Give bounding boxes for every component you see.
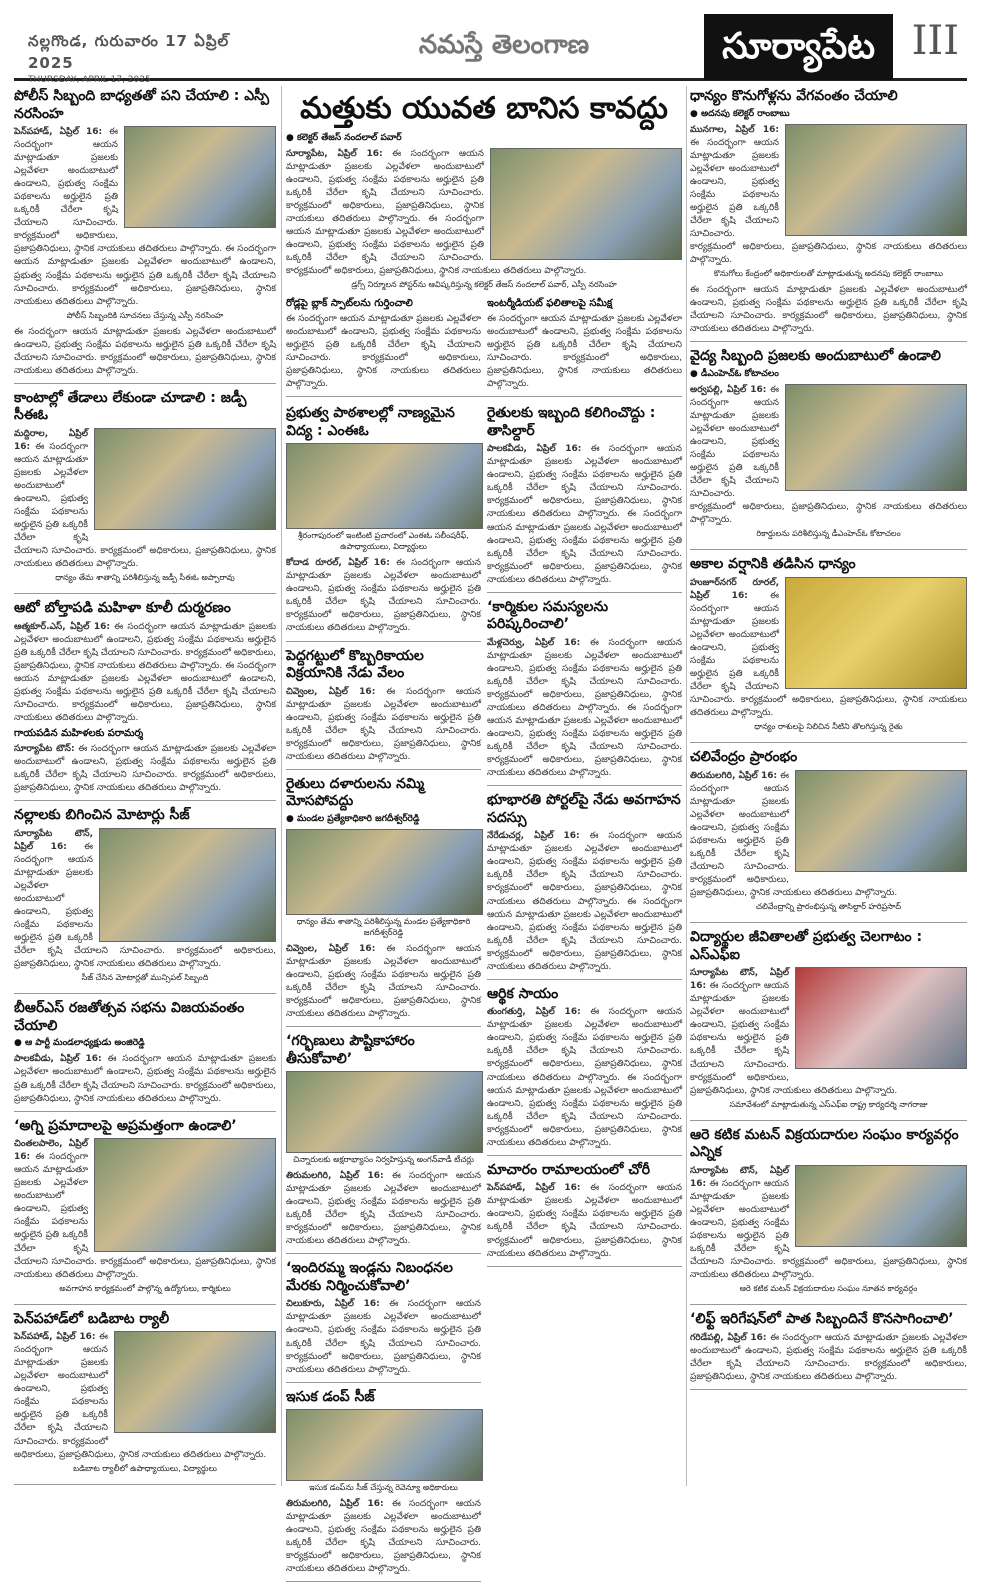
photo-caption: అవగాహన కార్యక్రమంలో పాల్గొన్న ఉద్యోగులు, కార్మికులు xyxy=(59,1283,231,1293)
headline: ధాన్యం కొనుగోళ్లను వేగవంతం చేయాలి xyxy=(690,88,898,104)
story-dateline: కోదాడ రూరల్, ఏప్రిల్ 16: xyxy=(286,558,390,569)
headline: ఆటో బోల్తాపడి మహిళా కూలీ దుర్మరణం xyxy=(14,600,231,617)
story xyxy=(286,648,481,770)
story xyxy=(286,776,481,1027)
story-body: ఈ సందర్భంగా ఆయన మాట్లాడుతూ ప్రజలకు ఎల్లవేళలా అందుబాటులో ఉండాలని, ప్రభుత్వ సంక్షేమ పథకాలను అర్హులైన ప్రతి ఒక్కరికీ చేరేలా కృషి చేయాలని సూచించారు. కార్యక్రమంలో అధికారులు, ప్రజాప్రతినిధులు, స్థానిక నాయకులు తదితరులు పాల్గొన్నారు. xyxy=(14,621,276,671)
news-photo xyxy=(795,1165,967,1247)
story xyxy=(690,1127,967,1305)
story-body: ఈ సందర్భంగా ఆయన మాట్లాడుతూ ప్రజలకు ఎల్లవేళలా అందుబాటులో ఉండాలని, ప్రభుత్వ సంక్షేమ పథకాలను అర్హులైన ప్రతి ఒక్కరికీ చేరేలా కృషి చేయాలని సూచించారు. కార్యక్రమంలో అధికారులు, ప్రజాప్రతినిధులు, స్థానిక నాయకులు తదితరులు పాల్గొన్నారు. xyxy=(286,1171,481,1247)
photo-caption: చిన్నారులకు అక్షరాభ్యాసం నిర్వహిస్తున్న అంగన్‌వాడీ టీచర్లు xyxy=(293,1155,474,1165)
story-body: ఈ సందర్భంగా ఆయన మాట్లాడుతూ ప్రజలకు ఎల్లవేళలా అందుబాటులో ఉండాలని, ప్రభుత్వ సంక్షేమ పథకాలను అర్హులైన ప్రతి ఒక్కరికీ చేరేలా కృషి చేయాలని సూచించారు. కార్యక్రమంలో అధికారులు, ప్రజాప్రతినిధులు, స్థానిక నాయకులు తదితరులు పాల్గొన్నారు. xyxy=(286,686,481,762)
story-body: ఈ సందర్భంగా ఆయన మాట్లాడుతూ ప్రజలకు ఎల్లవేళలా అందుబాటులో ఉండాలని, ప్రభుత్వ సంక్షేమ పథకాలను అర్హులైన ప్రతి ఒక్కరికీ చేరేలా కృషి చేయాలని సూచించారు. కార్యక్రమంలో అధికారులు, ప్రజాప్రతినిధులు, స్థానిక నాయకులు తదితరులు పాల్గొన్నారు. xyxy=(690,285,967,335)
story-body: ఈ సందర్భంగా ఆయన మాట్లాడుతూ ప్రజలకు ఎల్లవేళలా అందుబాటులో ఉండాలని, ప్రభుత్వ సంక్షేమ పథకాలను అర్హులైన ప్రతి ఒక్కరికీ చేరేలా కృషి చేయాలని సూచించారు. కార్యక్రమంలో అధికారులు, ప్రజాప్రతినిధులు, స్థానిక నాయకులు తదితరులు పాల్గొన్నారు. xyxy=(690,384,967,526)
story-body: ఈ సందర్భంగా ఆయన మాట్లాడుతూ ప్రజలకు ఎల్లవేళలా అందుబాటులో ఉండాలని, ప్రభుత్వ సంక్షేమ పథకాలను అర్హులైన ప్రతి ఒక్కరికీ చేరేలా కృషి చేయాలని సూచించారు. కార్యక్రమంలో అధికారులు, ప్రజాప్రతినిధులు, స్థానిక నాయకులు తదితరులు పాల్గొన్నారు. xyxy=(286,148,484,224)
story-body: ఈ సందర్భంగా ఆయన మాట్లాడుతూ ప్రజలకు ఎల్లవేళలా అందుబాటులో ఉండాలని, ప్రభుత్వ సంక్షేమ పథకాలను అర్హులైన ప్రతి ఒక్కరికీ చేరేలా కృషి చేయాలని సూచించారు. కార్యక్రమంలో అధికారులు, ప్రజాప్రతినిధులు, స్థానిక నాయకులు తదితరులు పాల్గొన్నారు. xyxy=(487,509,682,585)
date-english: THURSDAY, APRIL 17, 2025 xyxy=(28,75,151,85)
story-body: ఈ సందర్భంగా ఆయన మాట్లాడుతూ ప్రజలకు ఎల్లవేళలా అందుబాటులో ఉండాలని, ప్రభుత్వ సంక్షేమ పథకాలను అర్హులైన ప్రతి ఒక్కరికీ చేరేలా కృషి చేయాలని సూచించారు. కార్యక్రమంలో అధికారులు, ప్రజాప్రతినిధులు, స్థానిక నాయకులు తదితరులు పాల్గొన్నారు. xyxy=(690,137,967,265)
story-dateline: తిరుమలగిరి, ఏప్రిల్ 16: xyxy=(286,1171,384,1182)
story-body: ఈ సందర్భంగా ఆయన మాట్లాడుతూ ప్రజలకు ఎల్లవేళలా అందుబాటులో ఉండాలని, ప్రభుత్వ సంక్షేమ పథకాలను అర్హులైన ప్రతి ఒక్కరికీ చేరేలా కృషి చేయాలని సూచించారు. కార్యక్రమంలో అధికారులు, ప్రజాప్రతినిధులు, స్థానిక నాయకులు తదితరులు పాల్గొన్నారు. xyxy=(14,1152,276,1280)
story-dateline: మేళ్లచెర్వు, ఏప్రిల్ 16: xyxy=(487,637,581,648)
headline: రైతులు దళారులను నమ్మి మోసపోవద్దు xyxy=(286,775,425,810)
story xyxy=(14,600,276,801)
story-body: ఈ సందర్భంగా ఆయన మాట్లాడుతూ ప్రజలకు ఎల్లవేళలా అందుబాటులో ఉండాలని, ప్రభుత్వ సంక్షేమ పథకాలను అర్హులైన ప్రతి ఒక్కరికీ చేరేలా కృషి చేయాలని సూచించారు. కార్యక్రమంలో అధికారులు, ప్రజాప్రతినిధులు, స్థానిక నాయకులు తదితరులు పాల్గొన్నారు. xyxy=(14,661,276,724)
story xyxy=(690,556,967,743)
byline: ● కలెక్టర్ తేజస్ నందలాల్ పవార్ xyxy=(286,132,402,143)
headline: పోలీస్ సిబ్బంది బాధ్యతతో పని చేయాలి : ఎస్పీ నరసింహ xyxy=(14,88,270,122)
masthead xyxy=(14,8,967,85)
subheadline: గాయపడిన మహిళలకు పరామర్శ xyxy=(14,728,144,740)
news-photo xyxy=(114,1331,276,1433)
story-body: ఈ సందర్భంగా ఆయన మాట్లాడుతూ ప్రజలకు ఎల్లవేళలా అందుబాటులో ఉండాలని, ప్రభుత్వ సంక్షేమ పథకాలను అర్హులైన ప్రతి ఒక్కరికీ చేరేలా కృషి చేయాలని సూచించారు. కార్యక్రమంలో అధికారులు, ప్రజాప్రతినిధులు, స్థానిక నాయకులు తదితరులు పాల్గొన్నారు. xyxy=(286,558,481,634)
story-dateline: మద్దిరాల, ఏప్రిల్ 16: xyxy=(14,428,88,452)
center-split xyxy=(286,403,682,1588)
story-dateline: చివ్వెంల, ఏప్రిల్ 16: xyxy=(286,943,376,954)
story xyxy=(14,1000,276,1111)
story-body: ఈ సందర్భంగా ఆయన మాట్లాడుతూ ప్రజలకు ఎల్లవేళలా అందుబాటులో ఉండాలని, ప్రభుత్వ సంక్షేమ పథకాలను అర్హులైన ప్రతి ఒక్కరికీ చేరేలా కృషి చేయాలని సూచించారు. కార్యక్రమంలో అధికారులు, ప్రజాప్రతినిధులు, స్థానిక నాయకులు తదితరులు పాల్గొన్నారు. xyxy=(487,896,682,972)
story-body: ఈ సందర్భంగా ఆయన మాట్లాడుతూ ప్రజలకు ఎల్లవేళలా అందుబాటులో ఉండాలని, ప్రభుత్వ సంక్షేమ పథకాలను అర్హులైన ప్రతి ఒక్కరికీ చేరేలా కృషి చేయాలని సూచించారు. కార్యక్రమంలో అధికారులు, ప్రజాప్రతినిధులు, స్థానిక నాయకులు తదితరులు పాల్గొన్నారు. xyxy=(487,831,682,907)
story xyxy=(487,405,682,593)
story-body: ఈ సందర్భంగా ఆయన మాట్లాడుతూ ప్రజలకు ఎల్లవేళలా అందుబాటులో ఉండాలని, ప్రభుత్వ సంక్షేమ పథకాలను అర్హులైన ప్రతి ఒక్కరికీ చేరేలా కృషి చేయాలని సూచించారు. కార్యక్రమంలో అధికారులు, ప్రజాప్రతినిధులు, స్థానిక నాయకులు తదితరులు పాల్గొన్నారు. xyxy=(14,441,276,570)
story-dateline: చిలుకూరు, ఏప్రిల్ 16: xyxy=(286,1299,380,1310)
photo-caption: ఆరె కటిక మటన్ విక్రయదారుల సంఘం నూతన కార్యవర్గం xyxy=(739,1284,918,1294)
column-divider xyxy=(281,86,282,1486)
headline: విద్యార్థుల జీవితాలతో ప్రభుత్వ చెలగాటం : ఎస్‌ఎఫ్‌ఐ xyxy=(690,929,923,963)
district-title: సూర్యాపేట xyxy=(704,14,893,80)
byline-name: కోటాచలం xyxy=(744,368,779,379)
story-body: ఈ సందర్భంగా ఆయన మాట్లాడుతూ ప్రజలకు ఎల్లవేళలా అందుబాటులో ఉండాలని, ప్రభుత్వ సంక్షేమ పథకాలను అర్హులైన ప్రతి ఒక్కరికీ చేరేలా కృషి చేయాలని సూచించారు. కార్యక్రమంలో అధికారులు, ప్రజాప్రతినిధులు, స్థానిక నాయకులు తదితరులు పాల్గొన్నారు. xyxy=(14,1054,276,1104)
story xyxy=(14,1118,276,1305)
story-dateline: సూర్యాపేట టౌన్, ఏప్రిల్ 16: xyxy=(690,1165,789,1189)
center-right xyxy=(487,403,682,1588)
story-body: ఈ సందర్భంగా ఆయన మాట్లాడుతూ ప్రజలకు ఎల్లవేళలా అందుబాటులో ఉండాలని, ప్రభుత్వ సంక్షేమ పథకాలను అర్హులైన ప్రతి ఒక్కరికీ చేరేలా కృషి చేయాలని సూచించారు. కార్యక్రమంలో అధికారులు, ప్రజాప్రతినిధులు, స్థానిక నాయకులు తదితరులు పాల్గొన్నారు. xyxy=(690,1332,967,1382)
story-dateline: పాలకవీడు, ఏప్రిల్ 16: xyxy=(14,1054,102,1065)
story-dateline: సూర్యాపేట టౌన్, ఏప్రిల్ 16: xyxy=(690,968,789,992)
news-photo xyxy=(785,384,967,491)
news-photo xyxy=(94,428,276,530)
lead-subsections xyxy=(286,295,682,391)
story-body: ఈ సందర్భంగా ఆయన మాట్లాడుతూ ప్రజలకు ఎల్లవేళలా అందుబాటులో ఉండాలని, ప్రభుత్వ సంక్షేమ పథకాలను అర్హులైన ప్రతి ఒక్కరికీ చేరేలా కృషి చేయాలని సూచించారు. కార్యక్రమంలో అధికారులు, ప్రజాప్రతినిధులు, స్థానిక నాయకులు తదితరులు పాల్గొన్నారు. xyxy=(14,841,276,970)
story-body: ఈ సందర్భంగా ఆయన మాట్లాడుతూ ప్రజలకు ఎల్లవేళలా అందుబాటులో ఉండాలని, ప్రభుత్వ సంక్షేమ పథకాలను అర్హులైన ప్రతి ఒక్కరికీ చేరేలా కృషి చేయాలని సూచించారు. కార్యక్రమంలో అధికారులు, ప్రజాప్రతినిధులు, స్థానిక నాయకులు తదితరులు పాల్గొన్నారు. xyxy=(14,127,223,255)
story-dateline: పెన్‌పహాడ్, ఏప్రిల్ 16: xyxy=(487,1183,581,1194)
page-number: III xyxy=(911,18,959,64)
headline: పెన్‌పహాడ్‌లో బడిబాట ర్యాలీ xyxy=(14,1310,170,1327)
story-body: ఈ సందర్భంగా ఆయన మాట్లాడుతూ ప్రజలకు ఎల్లవేళలా అందుబాటులో ఉండాలని, ప్రభుత్వ సంక్షేమ పథకాలను అర్హులైన ప్రతి ఒక్కరికీ చేరేలా కృషి చేయాలని సూచించారు. కార్యక్రమంలో అధికారులు, ప్రజాప్రతినిధులు, స్థానిక నాయకులు తదితరులు పాల్గొన్నారు. xyxy=(14,244,276,307)
story-dateline: నేరేడుచర్ల, ఏప్రిల్ 16: xyxy=(487,831,580,842)
story-dateline: మునగాల, ఏప్రిల్ 16: xyxy=(690,124,779,135)
story xyxy=(690,929,967,1120)
story-body: ఈ సందర్భంగా ఆయన మాట్లాడుతూ ప్రజలకు ఎల్లవేళలా అందుబాటులో ఉండాలని, ప్రభుత్వ సంక్షేమ పథకాలను అర్హులైన ప్రతి ఒక్కరికీ చేరేలా కృషి చేయాలని సూచించారు. కార్యక్రమంలో అధికారులు, ప్రజాప్రతినిధులు, స్థానిక నాయకులు తదితరులు పాల్గొన్నారు. xyxy=(286,1499,481,1575)
story xyxy=(14,390,276,595)
story xyxy=(14,1311,276,1485)
headline: ప్రభుత్వ పాఠశాలల్లో నాణ్యమైన విద్య : ఎంఈఓ xyxy=(286,405,455,439)
dateline xyxy=(28,32,268,85)
column-right xyxy=(690,86,967,1486)
headline: ‘ఇందిరమ్మ ఇండ్లను నిబంధనల మేరకు నిర్మించుకోవాలి’ xyxy=(286,1260,453,1294)
headline: వైద్య సిబ్బంది ప్రజలకు అందుబాటులో ఉండాలి xyxy=(690,348,941,365)
photo-caption: ధాన్యం తేమ శాతాన్ని పరిశీలిస్తున్న మండల ప్రత్యేకాధికారి జగదీశ్వర్‌రెడ్డి xyxy=(296,916,471,937)
story-body: ఈ సందర్భంగా ఆయన మాట్లాడుతూ ప్రజలకు ఎల్లవేళలా అందుబాటులో ఉండాలని, ప్రభుత్వ సంక్షేమ పథకాలను అర్హులైన ప్రతి ఒక్కరికీ చేరేలా కృషి చేయాలని సూచించారు. కార్యక్రమంలో అధికారులు, ప్రజాప్రతినిధులు, స్థానిక నాయకులు తదితరులు పాల్గొన్నారు. xyxy=(487,703,682,779)
story xyxy=(286,1260,481,1382)
paper-name: నమస్తే తెలంగాణ xyxy=(418,30,590,60)
center-left xyxy=(286,403,481,1588)
story-dateline: పెన్‌పహాడ్, ఏప్రిల్ 16: xyxy=(14,1332,96,1343)
headline: ‘గర్భిణులు పౌష్టికాహారం తీసుకోవాలి’ xyxy=(286,1033,415,1067)
photo-caption: ధాన్యం రాశులపై నిలిచిన నీటిని తొలగిస్తున్న రైతు xyxy=(754,722,903,732)
story xyxy=(14,88,276,384)
news-photo xyxy=(785,124,967,236)
story-dateline: ఆత్మకూర్.ఎస్, ఏప్రిల్ 16: xyxy=(14,621,110,632)
news-photo xyxy=(286,1409,483,1481)
story xyxy=(487,1162,682,1267)
story-body: ఈ సందర్భంగా ఆయన మాట్లాడుతూ ప్రజలకు ఎల్లవేళలా అందుబాటులో ఉండాలని, ప్రభుత్వ సంక్షేమ పథకాలను అర్హులైన ప్రతి ఒక్కరికీ చేరేలా కృషి చేయాలని సూచించారు. కార్యక్రమంలో అధికారులు, ప్రజాప్రతినిధులు, స్థానిక నాయకులు తదితరులు పాల్గొన్నారు. xyxy=(487,1072,682,1148)
story xyxy=(14,807,276,994)
story-body: ఈ సందర్భంగా ఆయన మాట్లాడుతూ ప్రజలకు ఎల్లవేళలా అందుబాటులో ఉండాలని, ప్రభుత్వ సంక్షేమ పథకాలను అర్హులైన ప్రతి ఒక్కరికీ చేరేలా కృషి చేయాలని సూచించారు. కార్యక్రమంలో అధికారులు, ప్రజాప్రతినిధులు, స్థానిక నాయకులు తదితరులు పాల్గొన్నారు. xyxy=(14,1332,267,1460)
story-dateline: సూర్యాపేట టౌన్, ఏప్రిల్ 16: xyxy=(14,828,93,852)
news-photo xyxy=(490,148,682,260)
byline: ● డీఎంహెచ్‌ఓ xyxy=(690,368,742,379)
photo-caption: సమావేశంలో మాట్లాడుతున్న ఎస్‌ఎఫ్‌ఐ రాష్ట్ర కార్యదర్శి నాగరాజు xyxy=(729,1099,928,1109)
story xyxy=(690,88,967,342)
story xyxy=(487,792,682,980)
news-photo xyxy=(286,443,483,529)
photo-caption: కొనుగోలు కేంద్రంలో అధికారులతో మాట్లాడుతున్న అదనపు కలెక్టర్ రాంబాబు xyxy=(714,269,943,279)
headline: చలివేంద్రం ప్రారంభం xyxy=(690,749,798,766)
lead-story xyxy=(286,92,682,397)
story-body: ఈ సందర్భంగా ఆయన మాట్లాడుతూ ప్రజలకు ఎల్లవేళలా అందుబాటులో ఉండాలని, ప్రభుత్వ సంక్షేమ పథకాలను అర్హులైన ప్రతి ఒక్కరికీ చేరేలా కృషి చేయాలని సూచించారు. కార్యక్రమంలో అధికారులు, ప్రజాప్రతినిధులు, స్థానిక నాయకులు తదితరులు పాల్గొన్నారు. xyxy=(690,770,898,899)
story-dateline: సూర్యాపేట టౌన్: xyxy=(14,744,75,755)
headline: ‘లిఫ్ట్ ఇరిగేషన్‌లో పాత సిబ్బందినే కొనసాగించాలి’ xyxy=(690,1311,954,1328)
story-body: ఈ సందర్భంగా ఆయన మాట్లాడుతూ ప్రజలకు ఎల్లవేళలా అందుబాటులో ఉండాలని, ప్రభుత్వ సంక్షేమ పథకాలను అర్హులైన ప్రతి ఒక్కరికీ చేరేలా కృషి చేయాలని సూచించారు. కార్యక్రమంలో అధికారులు, ప్రజాప్రతినిధులు, స్థానిక నాయకులు తదితరులు పాల్గొన్నారు. xyxy=(286,943,481,1020)
news-photo xyxy=(795,967,967,1069)
column-divider xyxy=(686,86,687,1486)
story xyxy=(286,1389,481,1583)
story-dateline: అర్వపల్లి, ఏప్రిల్ 16: xyxy=(690,384,767,395)
headline: ‘అగ్ని ప్రమాదాలపై అప్రమత్తంగా ఉండాలి’ xyxy=(14,1117,237,1134)
byline: ● ఆ పార్టీ మండలాధ్యక్షుడు అంజిరెడ్డి xyxy=(14,1038,145,1049)
story-body: ఈ సందర్భంగా ఆయన మాట్లాడుతూ ప్రజలకు ఎల్లవేళలా అందుబాటులో ఉండాలని, ప్రభుత్వ సంక్షేమ పథకాలను అర్హులైన ప్రతి ఒక్కరికీ చేరేలా కృషి చేయాలని సూచించారు. కార్యక్రమంలో అధికారులు, ప్రజాప్రతినిధులు, స్థానిక నాయకులు తదితరులు పాల్గొన్నారు. xyxy=(14,744,276,794)
story-dateline: గరిడేపల్లి, ఏప్రిల్ 16: xyxy=(690,1332,767,1343)
story-body: ఈ సందర్భంగా ఆయన మాట్లాడుతూ ప్రజలకు ఎల్లవేళలా అందుబాటులో ఉండాలని, ప్రభుత్వ సంక్షేమ పథకాలను అర్హులైన ప్రతి ఒక్కరికీ చేరేలా కృషి చేయాలని సూచించారు. కార్యక్రమంలో అధికారులు, ప్రజాప్రతినిధులు, స్థానిక నాయకులు తదితరులు పాల్గొన్నారు. xyxy=(286,313,481,390)
story-dateline: హుజూర్‌నగర్ రూరల్, ఏప్రిల్ 16: xyxy=(690,577,779,601)
photo-caption: పోలీస్ సిబ్బందికి సూచనలు చేస్తున్న ఎస్పీ నరసింహ xyxy=(66,310,224,320)
byline: ● మండల ప్రత్యేకాధికారి జగదీశ్వర్‌రెడ్డి xyxy=(286,813,420,824)
story xyxy=(286,1033,481,1254)
photo-caption: ధాన్యం తేమ శాతాన్ని పరిశీలిస్తున్న జడ్పీ సీఈఓ అప్పారావు xyxy=(55,573,235,583)
photo-caption: ఇసుక డంప్‌ను సీజ్ చేస్తున్న రెవెన్యూ అధికారులు xyxy=(309,1483,458,1493)
headline: ఇసుక డంప్ సీజ్ xyxy=(286,1388,375,1405)
subheadline: ఇంటర్మీడియట్ ఫలితాలపై సమీక్ష xyxy=(487,297,613,309)
news-photo xyxy=(785,577,967,689)
story-body: ఈ సందర్భంగా ఆయన మాట్లాడుతూ ప్రజలకు ఎల్లవేళలా అందుబాటులో ఉండాలని, ప్రభుత్వ సంక్షేమ పథకాలను అర్హులైన ప్రతి ఒక్కరికీ చేరేలా కృషి చేయాలని సూచించారు. కార్యక్రమంలో అధికారులు, ప్రజాప్రతినిధులు, స్థానిక నాయకులు తదితరులు పాల్గొన్నారు. xyxy=(487,1007,682,1083)
headline: రైతులకు ఇబ్బంది కలిగించొద్దు : తాసిల్దార్ xyxy=(487,405,656,439)
headline: ఆర్థిక సాయం xyxy=(487,985,559,1002)
story-body: ఈ సందర్భంగా ఆయన మాట్లాడుతూ ప్రజలకు ఎల్లవేళలా అందుబాటులో ఉండాలని, ప్రభుత్వ సంక్షేమ పథకాలను అర్హులైన ప్రతి ఒక్కరికీ చేరేలా కృషి చేయాలని సూచించారు. కార్యక్రమంలో అధికారులు, ప్రజాప్రతినిధులు, స్థానిక నాయకులు తదితరులు పాల్గొన్నారు. xyxy=(690,590,967,719)
story-dateline: సూర్యాపేట, ఏప్రిల్ 16: xyxy=(286,148,383,159)
story-body: ఈ సందర్భంగా ఆయన మాట్లాడుతూ ప్రజలకు ఎల్లవేళలా అందుబాటులో ఉండాలని, ప్రభుత్వ సంక్షేమ పథకాలను అర్హులైన ప్రతి ఒక్కరికీ చేరేలా కృషి చేయాలని సూచించారు. కార్యక్రమంలో అధికారులు, ప్రజాప్రతినిధులు, స్థానిక నాయకులు తదితరులు పాల్గొన్నారు. xyxy=(487,313,682,390)
photo-caption: శ్రీరంగాపురంలో ఇంటింటి ప్రచారంలో ఎంఈఓ సలీంషరీఫ్, ఉపాధ్యాయులు, విద్యార్థులు xyxy=(298,531,469,552)
news-photo xyxy=(99,828,276,942)
news-photo xyxy=(124,126,276,228)
story-dateline: చివ్వెంల, ఏప్రిల్ 16: xyxy=(286,686,376,697)
headline: కాంటాల్లో తేడాలు లేకుండా చూడాలి : జడ్పీ సీఈఓ xyxy=(14,389,247,424)
news-photo xyxy=(94,1138,276,1252)
subheadline: రోడ్లపై బ్లాక్ స్పాట్‌లను గుర్తించాలి xyxy=(286,297,413,309)
photo-caption: సీజ్ చేసిన మోటార్లతో మున్సిపల్ సిబ్బంది xyxy=(81,973,209,983)
story-dateline: తిరుమలగిరి, ఏప్రిల్ 16: xyxy=(286,1499,384,1510)
byline: ● అదనపు కలెక్టర్ రాంబాబు xyxy=(690,108,790,119)
story xyxy=(690,348,967,550)
story xyxy=(487,599,682,787)
headline: అకాల వర్షానికి తడిసిన ధాన్యం xyxy=(690,556,856,573)
story-dateline: తుంగతుర్తి, ఏప్రిల్ 16: xyxy=(487,1007,581,1018)
date-telugu: నల్లగొండ, గురువారం 17 ఏప్రిల్ 2025 xyxy=(28,32,230,72)
story-body: ఈ సందర్భంగా ఆయన మాట్లాడుతూ ప్రజలకు ఎల్లవేళలా అందుబాటులో ఉండాలని, ప్రభుత్వ సంక్షేమ పథకాలను అర్హులైన ప్రతి ఒక్కరికీ చేరేలా కృషి చేయాలని సూచించారు. కార్యక్రమంలో అధికారులు, ప్రజాప్రతినిధులు, స్థానిక నాయకులు తదితరులు పాల్గొన్నారు. xyxy=(690,1178,967,1281)
headline: ఆరె కటిక మటన్ విక్రయదారుల సంఘం కార్యవర్గం ఎన్నిక xyxy=(690,1126,959,1161)
story-body: ఈ సందర్భంగా ఆయన మాట్లాడుతూ ప్రజలకు ఎల్లవేళలా అందుబాటులో ఉండాలని, ప్రభుత్వ సంక్షేమ పథకాలను అర్హులైన ప్రతి ఒక్కరికీ చేరేలా కృషి చేయాలని సూచించారు. కార్యక్రమంలో అధికారులు, ప్రజాప్రతినిధులు, స్థానిక నాయకులు తదితరులు పాల్గొన్నారు. xyxy=(487,1183,682,1259)
headline: బీఆర్ఎస్ రజతోత్సవ సభను విజయవంతం చేయాలి xyxy=(14,1000,245,1034)
story-dateline: పాలకవీడు, ఏప్రిల్ 16: xyxy=(487,444,582,455)
story xyxy=(690,1311,967,1390)
story-dateline: తిరుమలగిరి, ఏప్రిల్ 16: xyxy=(690,770,778,781)
column-left xyxy=(14,86,276,1486)
headline: భూభారతి పోర్టల్‌పై నేడు అవగాహన సదస్సు xyxy=(487,792,681,826)
story-body: ఈ సందర్భంగా ఆయన మాట్లాడుతూ ప్రజలకు ఎల్లవేళలా అందుబాటులో ఉండాలని, ప్రభుత్వ సంక్షేమ పథకాలను అర్హులైన ప్రతి ఒక్కరికీ చేరేలా కృషి చేయాలని సూచించారు. కార్యక్రమంలో అధికారులు, ప్రజాప్రతినిధులు, స్థానిక నాయకులు తదితరులు పాల్గొన్నారు. xyxy=(487,637,682,713)
headline: నల్లాలకు బిగించిన మోటార్లు సీజ్ xyxy=(14,807,190,824)
headline: మాచారం రామాలయంలో చోరీ xyxy=(487,1161,651,1178)
photo-caption: చలివేంద్రాన్ని ప్రారంభిస్తున్న తాసిల్దార్ హరిప్రసాద్ xyxy=(755,902,902,912)
headline: ‘కార్మికుల సమస్యలను పరిష్కరించాలి’ xyxy=(487,598,609,633)
news-photo xyxy=(286,1071,483,1153)
story-dateline: పెన్‌పహాడ్, ఏప్రిల్ 16: xyxy=(14,127,103,137)
story xyxy=(487,986,682,1156)
story-body: ఈ సందర్భంగా ఆయన మాట్లాడుతూ ప్రజలకు ఎల్లవేళలా అందుబాటులో ఉండాలని, ప్రభుత్వ సంక్షేమ పథకాలను అర్హులైన ప్రతి ఒక్కరికీ చేరేలా కృషి చేయాలని సూచించారు. కార్యక్రమంలో అధికారులు, ప్రజాప్రతినిధులు, స్థానిక నాయకులు తదితరులు పాల్గొన్నారు. xyxy=(690,981,898,1096)
photo-caption: డ్రగ్స్ నిర్మూలన పోస్టర్‌ను ఆవిష్కరిస్తున్న కలెక్టర్ తేజస్ నందలాల్ పవార్, ఎస్పీ నరసింహ xyxy=(351,279,617,289)
story-body: ఈ సందర్భంగా ఆయన మాట్లాడుతూ ప్రజలకు ఎల్లవేళలా అందుబాటులో ఉండాలని, ప్రభుత్వ సంక్షేమ పథకాలను అర్హులైన ప్రతి ఒక్కరికీ చేరేలా కృషి చేయాలని సూచించారు. కార్యక్రమంలో అధికారులు, ప్రజాప్రతినిధులు, స్థానిక నాయకులు తదితరులు పాల్గొన్నారు. xyxy=(286,1299,481,1375)
lead-headline: మత్తుకు యువత బానిస కావద్దు xyxy=(300,91,668,126)
column-center xyxy=(286,86,682,1575)
story-body: ఈ సందర్భంగా ఆయన మాట్లాడుతూ ప్రజలకు ఎల్లవేళలా అందుబాటులో ఉండాలని, ప్రభుత్వ సంక్షేమ పథకాలను అర్హులైన ప్రతి ఒక్కరికీ చేరేలా కృషి చేయాలని సూచించారు. కార్యక్రమంలో అధికారులు, ప్రజాప్రతినిధులు, స్థానిక నాయకులు తదితరులు పాల్గొన్నారు. xyxy=(14,326,276,376)
story xyxy=(690,749,967,923)
story-body: ఈ సందర్భంగా ఆయన మాట్లాడుతూ ప్రజలకు ఎల్లవేళలా అందుబాటులో ఉండాలని, ప్రభుత్వ సంక్షేమ పథకాలను అర్హులైన ప్రతి ఒక్కరికీ చేరేలా కృషి చేయాలని సూచించారు. కార్యక్రమంలో అధికారులు, ప్రజాప్రతినిధులు, స్థానిక నాయకులు తదితరులు పాల్గొన్నారు. xyxy=(487,444,682,520)
headline: పెద్దగట్టులో కొబ్బరికాయల విక్రయానికి నేడు వేలం xyxy=(286,647,424,682)
story-dateline: చింతలపాలెం, ఏప్రిల్ 16: xyxy=(14,1139,88,1163)
news-photo xyxy=(286,829,483,915)
story-body: ఈ సందర్భంగా ఆయన మాట్లాడుతూ ప్రజలకు ఎల్లవేళలా అందుబాటులో ఉండాలని, ప్రభుత్వ సంక్షేమ పథకాలను అర్హులైన ప్రతి ఒక్కరికీ చేరేలా కృషి చేయాలని సూచించారు. కార్యక్రమంలో అధికారులు, ప్రజాప్రతినిధులు, స్థానిక నాయకులు తదితరులు పాల్గొన్నారు. xyxy=(286,213,587,276)
photo-caption: బడిబాట ర్యాలీలో ఉపాధ్యాయులు, విద్యార్థులు xyxy=(73,1463,217,1473)
story xyxy=(286,405,481,641)
photo-caption: రికార్డులను పరిశీలిస్తున్న డీఎంహెచ్‌ఓ కోటాచలం xyxy=(756,529,901,539)
news-photo xyxy=(795,770,967,872)
